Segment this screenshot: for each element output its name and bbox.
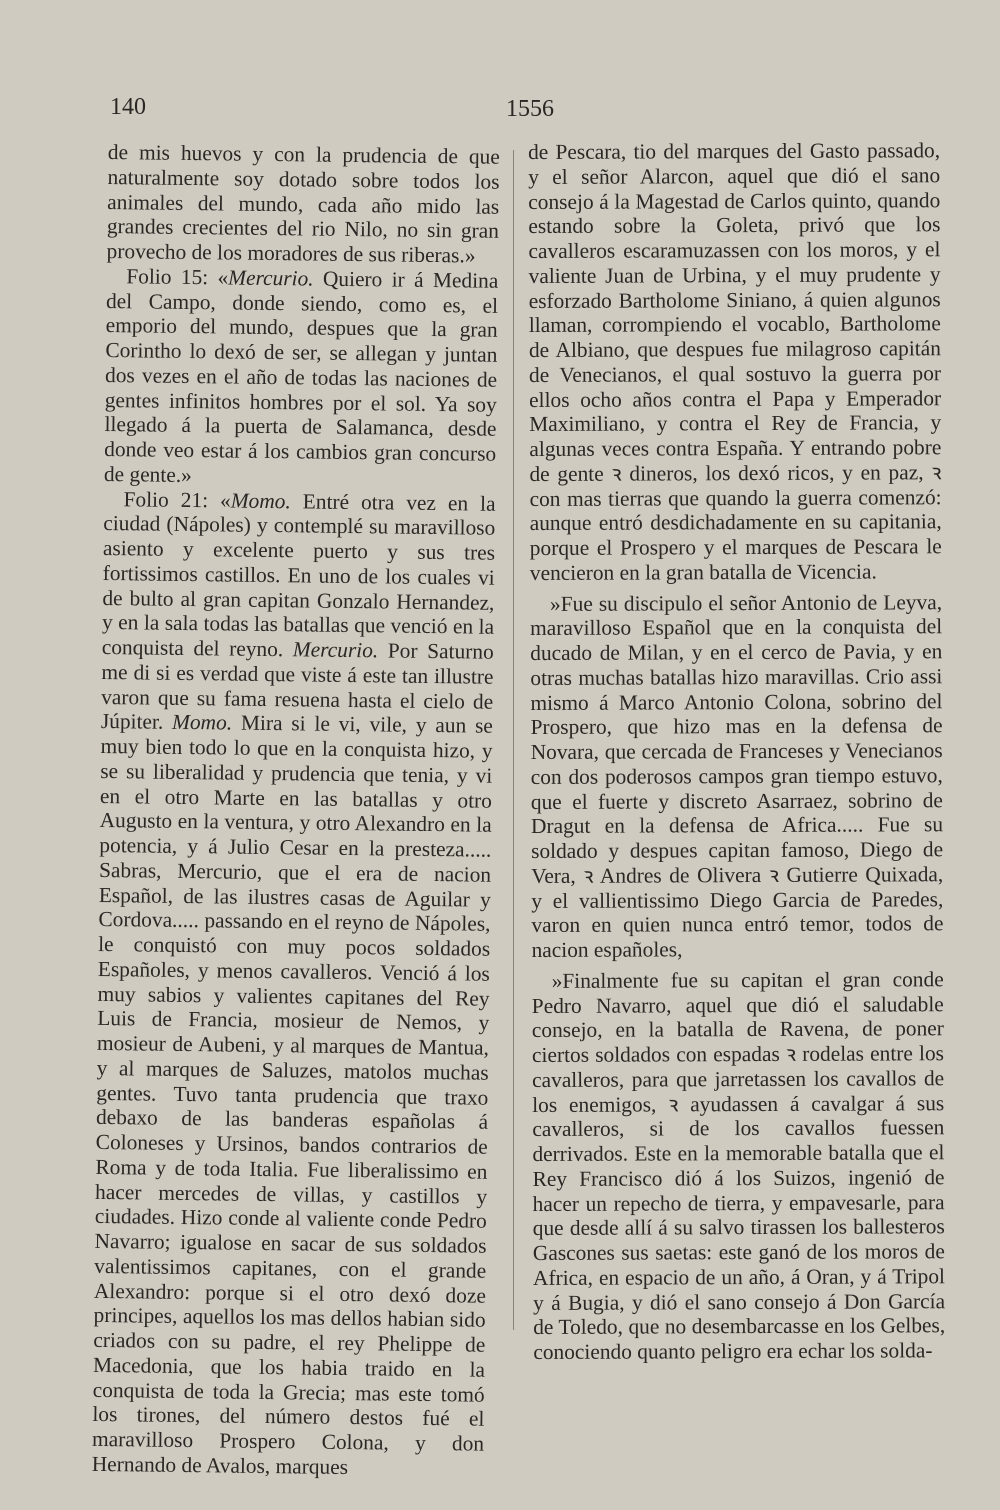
paragraph-text: Por Saturno me di si es verdad que viste á este tan illustre varon que su fama resuena hasta el cielo de Júpiter. bbox=[100, 638, 494, 735]
paragraph bbox=[106, 140, 499, 269]
speaker-name: Momo. bbox=[230, 488, 291, 513]
paragraph: »Fue su discipulo el señor Antonio de Leyva, maravilloso Español que en la conquista del ducado de Milan, y en el cerco de Pavia, y en otras muchas batallas hizo maravillas. Crio assi mismo á Marco Antonio Colona, sobrino del Prospero, que hizo mas en la defensa de Novara, que cercada de Franceses y Venecianos con dos poderosos campos gran tiempo estuvo, que el fuerte y discreto Asarraez, sobrino de Dragut en la defensa de Africa..... Fue su soldado y despues capitan famoso, Diego de Vera, ꝛ Andres de Olivera ꝛ Gutierre Quixada, y el vallientissimo Diego Garcia de Paredes, varon en quien nunca entró temor, todos de nacion españoles, bbox=[530, 589, 944, 962]
folio-reference: Folio 15: « bbox=[126, 263, 229, 290]
right-column bbox=[528, 138, 945, 1365]
paragraph: de Pescara, tio del marques del Gasto passado, y el señor Alarcon, aquel que dió el sano consejo á la Magestad de Carlos quinto, quando estando sobre la Goleta, privó que los cavalleros escaramuzassen con los moros, y el valiente Juan de Urbina, y el muy prudente y esforzado Bartholome Siniano, á quien algunos llaman, corrompiendo el vocablo, Bartholome de Albiano, que despues fue milagroso capitán de Venecianos, el qual sostuvo la guerra por ellos ocho años contra el Papa y Emperador Maximiliano, y contra el Rey de Francia, y algunas veces contra España. Y entrando pobre de gente ꝛ dineros, los dexó ricos, y en paz, ꝛ con mas tierras que quando la guerra comenzó: aunque entró desdichadamente en su capitania, porque el Prospero y el marques de Pescara le vencieron en la gran batalla de Vicencia. bbox=[528, 138, 942, 585]
paragraph-text: Mira si le vi, vile, y aun se muy bien todo lo que en la conquista hizo, y se su liberalidad y prudencia que tenia, y vi en el otro Marte en las batallas y otro Augusto en la ventura, y otro Alexandro en la potencia, y á Julio Cesar en la presteza..... Sabras, Mercurio, que el era de nacion Español, de las ilustres casas de Aguilar y Cordova..... passando en el reyno de Nápoles, le conquistó con muy pocos soldados Españoles, y menos cavalleros. Venció á los muy sabios y valientes capitanes del Rey Luis de Francia, mosieur de Nemos, y mosieur de Aubeni, y al marques de Mantua, y al marques de Saluzes, matolos muchas gentes. Tuvo tanta prudencia que traxo debaxo de las banderas españolas á Coloneses y Ursinos, bandos contrarios de Roma y de toda Italia. Fue liberalissimo en hacer mercedes de villas, y castillos y ciudades. Hizo conde al valiente conde Pedro Navarro; igualose en sacar de sus soldados valentissimos capitanes, con el grande Alexandro: porque si el otro dexó doze principes, aquellos los mas dellos habian sido criados con su padre, el rey Phelippe de Macedonia, que los habia traido en la conquista de toda la Grecia; mas este tomó los tirones, del número destos fué el maravilloso Prospero Colona, y don Hernando de Avalos, marques bbox=[91, 710, 494, 1479]
paragraph bbox=[104, 264, 499, 492]
paragraph: »Finalmente fue su capitan el gran conde Pedro Navarro, aquel que dió el saludable consejo, en la batalla de Ravena, de poner ciertos soldados con espadas ꝛ rodelas entre los cavalleros, para que jarretassen los cavallos de los enemigos, ꝛ ayudassen á cavalgar á sus cavalleros, si de los cavallos fuessen derrivados. Este en la memorable batalla que el Rey Francisco dió á los Suizos, ingenió de hacer un repecho de tierra, y empavesarle, para que desde allí á su salvo tirassen los ballesteros Gascones sus saetas: este ganó de los moros de Africa, en espacio de un año, á Oran, y á Tripol y á Bugia, y dió el sano consejo á Don García de Toledo, que no desembarcasse en los Gelbes, conociendo quanto peligro era echar los solda- bbox=[531, 966, 946, 1364]
speaker-name: Mercurio. bbox=[292, 637, 379, 663]
paragraph-text: Quiero ir á Medina del Campo, donde siendo, como es, el emporio del mundo, despues que la gran Corintho lo dexó de ser, se allegan y juntan dos vezes en el año de todas las naciones de gentes infinitos hombres por el sol. Ya soy llegado á la puerta de Salamanca, desde donde veo estar á los cambios gran concurso de gente.» bbox=[103, 266, 499, 487]
paragraph-text: Entré otra vez en la ciudad (Nápoles) y contemplé su maravilloso asiento y excelente puerto y sus tres fortissimos castillos. En uno de los cuales vi de bulto al gran capitan Gonzalo Hernandez, y en la sala todas las batallas que venció en la conquista del reyno. bbox=[101, 488, 496, 662]
column-divider bbox=[513, 150, 514, 1330]
paragraph-text: de mis huevos y con la prudencia de que naturalmente soy dotado sobre todos los animales del mundo, cada año mido las grandes crecientes del rio Nilo, no sin gran provecho de los moradores de sus riberas.» bbox=[106, 140, 500, 268]
running-head-year: 1556 bbox=[506, 96, 554, 122]
speaker-name: Mercurio. bbox=[228, 265, 314, 291]
page-number: 140 bbox=[110, 94, 146, 120]
speaker-name: Momo. bbox=[171, 710, 233, 735]
paragraph bbox=[92, 486, 496, 1481]
left-column bbox=[92, 140, 500, 1481]
folio-reference: Folio 21: « bbox=[123, 486, 231, 513]
